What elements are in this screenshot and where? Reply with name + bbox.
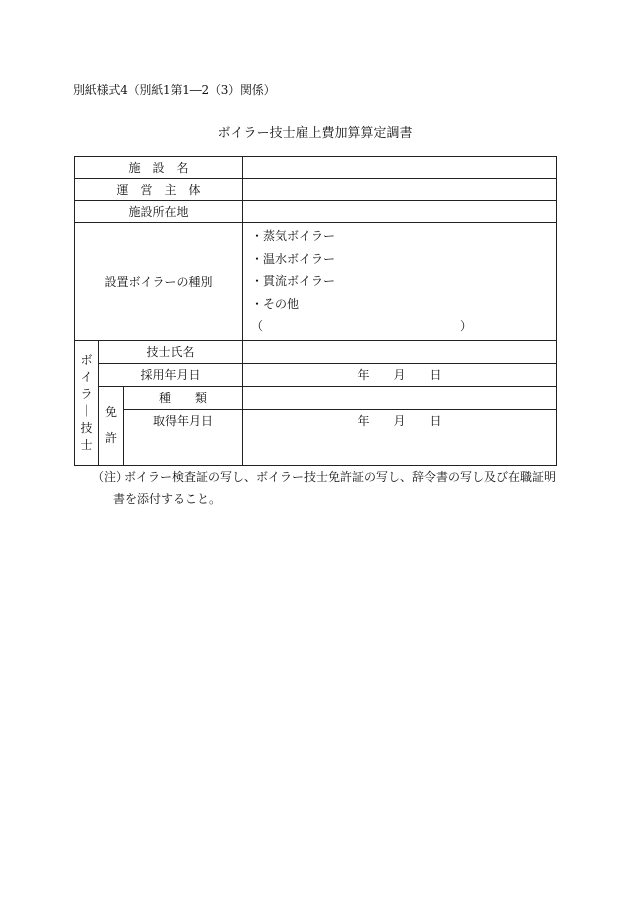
- row-engineer-name: [75, 340, 557, 363]
- note-text-line2: 書を添付すること。: [113, 492, 222, 506]
- hire-date-field[interactable]: [243, 363, 557, 386]
- license-date-label: 取得年月日: [124, 409, 243, 465]
- calculation-form-table: [74, 156, 557, 466]
- operator-label: 運 営 主 体: [75, 179, 243, 201]
- row-boiler-type: [75, 223, 557, 341]
- location-field[interactable]: [243, 201, 557, 223]
- boiler-type-other[interactable]: ・その他: [251, 296, 300, 311]
- facility-name-field[interactable]: [243, 157, 557, 179]
- document-title: ボイラー技士雇上費加算算定調書: [217, 126, 413, 141]
- boiler-type-once-through[interactable]: ・貫流ボイラー: [251, 274, 336, 289]
- engineer-name-field[interactable]: [243, 340, 557, 363]
- month-label: 月: [393, 413, 406, 428]
- paren-open: （: [251, 319, 264, 334]
- row-operator: [75, 179, 557, 201]
- year-label: 年: [357, 368, 370, 383]
- facility-name-label: 施 設 名: [75, 157, 243, 179]
- other-specify-field[interactable]: [251, 315, 556, 338]
- paren-close: ）: [460, 319, 473, 334]
- engineer-name-label: 技士氏名: [99, 340, 243, 363]
- license-type-label: 種 類: [124, 386, 243, 409]
- row-facility-name: [75, 157, 557, 179]
- boiler-type-options: [243, 223, 557, 341]
- license-type-field[interactable]: [243, 386, 557, 409]
- day-label: 日: [429, 368, 442, 383]
- license-group-label: 免 許: [99, 386, 124, 465]
- note-text-line1: ボイラー検査証の写し、ボイラー技士免許証の写し、辞令書の写し及び在職証明: [124, 470, 557, 484]
- footnote: [92, 466, 562, 510]
- license-date-field[interactable]: [243, 409, 557, 465]
- year-label: 年: [357, 413, 370, 428]
- form-reference: 別紙様式4（別紙1第1―2（3）関係）: [73, 83, 276, 97]
- day-label: 日: [429, 413, 442, 428]
- row-license-type: [75, 386, 557, 409]
- note-label: （注）: [92, 470, 129, 484]
- month-label: 月: [393, 368, 406, 383]
- boiler-type-hot-water[interactable]: ・温水ボイラー: [251, 251, 336, 266]
- location-label: 施設所在地: [75, 201, 243, 223]
- operator-field[interactable]: [243, 179, 557, 201]
- boiler-type-steam[interactable]: ・蒸気ボイラー: [251, 229, 336, 243]
- engineer-group-label: ボ イ ラ ｜ 技 士: [75, 340, 99, 465]
- row-hire-date: [75, 363, 557, 386]
- row-license-date: [75, 409, 557, 423]
- row-location: [75, 201, 557, 223]
- boiler-type-label: 設置ボイラーの種別: [75, 223, 243, 341]
- hire-date-label: 採用年月日: [99, 363, 243, 386]
